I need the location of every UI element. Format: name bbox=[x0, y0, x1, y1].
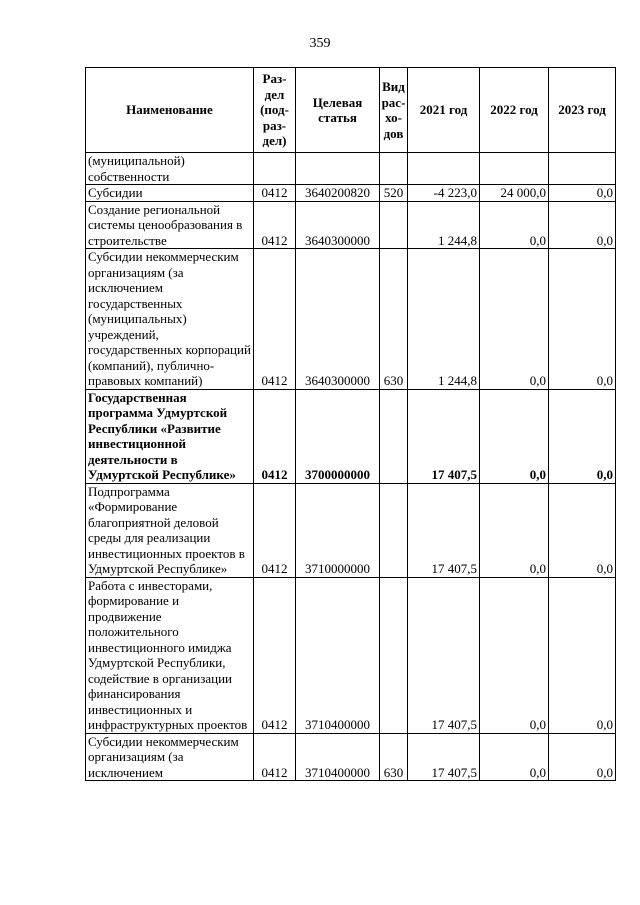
cell-expense-type bbox=[380, 483, 408, 577]
cell-2021: 17 407,5 bbox=[408, 389, 480, 483]
cell-expense-type bbox=[380, 153, 408, 185]
cell-section: 0412 bbox=[254, 249, 296, 390]
cell-article: 3640300000 bbox=[296, 249, 380, 390]
cell-name: (муниципальной) собственности bbox=[86, 153, 254, 185]
cell-expense-type: 630 bbox=[380, 249, 408, 390]
cell-name: Работа с инвесторами, формирование и продвижение положительного инвестиционного имиджа Удмуртской Республики, содействие в организации финансирования инвестиционных и инфраструктурных проектов bbox=[86, 577, 254, 733]
cell-expense-type bbox=[380, 389, 408, 483]
header-name: Наименование bbox=[86, 68, 254, 153]
cell-expense-type: 630 bbox=[380, 733, 408, 781]
cell-2021: 17 407,5 bbox=[408, 483, 480, 577]
table-row bbox=[86, 249, 616, 390]
cell-article: 3710400000 bbox=[296, 733, 380, 781]
cell-2022: 0,0 bbox=[480, 201, 549, 249]
cell-name: Создание региональной системы ценообразования в строительстве bbox=[86, 201, 254, 249]
table-row bbox=[86, 389, 616, 483]
cell-2022: 0,0 bbox=[480, 483, 549, 577]
cell-2023: 0,0 bbox=[549, 249, 616, 390]
table-row bbox=[86, 483, 616, 577]
table-row bbox=[86, 185, 616, 202]
cell-name: Подпрограмма «Формирование благоприятной деловой среды для реализации инвестиционных проектов в Удмуртской Республике» bbox=[86, 483, 254, 577]
cell-2021: 17 407,5 bbox=[408, 733, 480, 781]
cell-2023: 0,0 bbox=[549, 483, 616, 577]
cell-2021: -4 223,0 bbox=[408, 185, 480, 202]
cell-section: 0412 bbox=[254, 733, 296, 781]
cell-2023: 0,0 bbox=[549, 201, 616, 249]
cell-expense-type bbox=[380, 201, 408, 249]
cell-article bbox=[296, 153, 380, 185]
cell-2021: 17 407,5 bbox=[408, 577, 480, 733]
cell-article: 3710400000 bbox=[296, 577, 380, 733]
table-row bbox=[86, 733, 616, 781]
cell-2022: 0,0 bbox=[480, 249, 549, 390]
cell-name: Субсидии некоммерческим организациям (за исключением bbox=[86, 733, 254, 781]
page-number: 359 bbox=[309, 36, 331, 51]
header-section: Раз- дел (под- раз- дел) bbox=[254, 68, 296, 153]
cell-section: 0412 bbox=[254, 577, 296, 733]
cell-2022 bbox=[480, 153, 549, 185]
cell-section bbox=[254, 153, 296, 185]
header-year-2023: 2023 год bbox=[549, 68, 616, 153]
cell-article: 3640200820 bbox=[296, 185, 380, 202]
header-row bbox=[86, 68, 616, 153]
cell-2022: 24 000,0 bbox=[480, 185, 549, 202]
cell-2023 bbox=[549, 153, 616, 185]
header-expense-type: Вид рас- хо- дов bbox=[380, 68, 408, 153]
cell-2022: 0,0 bbox=[480, 389, 549, 483]
cell-2021: 1 244,8 bbox=[408, 201, 480, 249]
cell-2023: 0,0 bbox=[549, 389, 616, 483]
budget-table bbox=[85, 67, 616, 781]
cell-2021: 1 244,8 bbox=[408, 249, 480, 390]
header-year-2022: 2022 год bbox=[480, 68, 549, 153]
cell-name: Государственная программа Удмуртской Республики «Развитие инвестиционной деятельности в Удмуртской Республике» bbox=[86, 389, 254, 483]
table-body bbox=[86, 153, 616, 781]
cell-section: 0412 bbox=[254, 389, 296, 483]
cell-section: 0412 bbox=[254, 483, 296, 577]
cell-article: 3710000000 bbox=[296, 483, 380, 577]
cell-expense-type bbox=[380, 577, 408, 733]
cell-2023: 0,0 bbox=[549, 577, 616, 733]
cell-name: Субсидии некоммерческим организациям (за исключением государственных (муниципальных) учреждений, государственных корпораций (компаний), публично-правовых компаний) bbox=[86, 249, 254, 390]
cell-article: 3640300000 bbox=[296, 201, 380, 249]
cell-2023: 0,0 bbox=[549, 185, 616, 202]
table-row bbox=[86, 577, 616, 733]
cell-2022: 0,0 bbox=[480, 733, 549, 781]
header-article: Целевая статья bbox=[296, 68, 380, 153]
cell-article: 3700000000 bbox=[296, 389, 380, 483]
table-row bbox=[86, 201, 616, 249]
table-row bbox=[86, 153, 616, 185]
cell-2022: 0,0 bbox=[480, 577, 549, 733]
cell-2023: 0,0 bbox=[549, 733, 616, 781]
cell-expense-type: 520 bbox=[380, 185, 408, 202]
cell-2021 bbox=[408, 153, 480, 185]
header-year-2021: 2021 год bbox=[408, 68, 480, 153]
cell-section: 0412 bbox=[254, 185, 296, 202]
cell-name: Субсидии bbox=[86, 185, 254, 202]
cell-section: 0412 bbox=[254, 201, 296, 249]
